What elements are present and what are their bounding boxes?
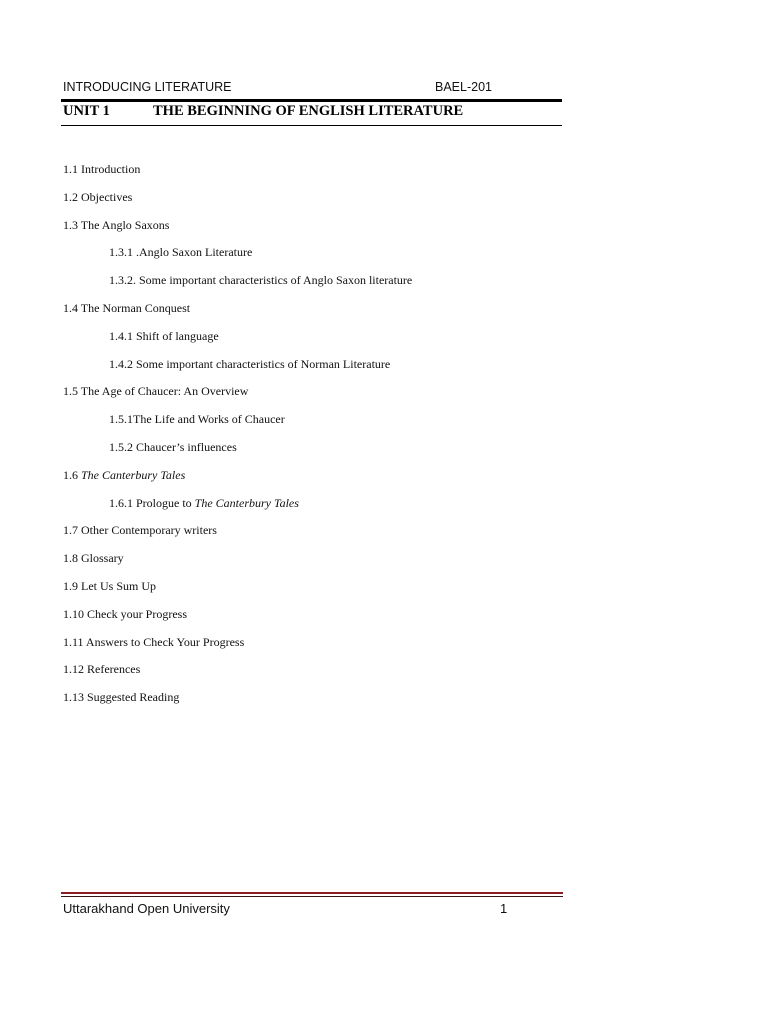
toc-item — [63, 551, 124, 565]
footer-rule-red — [61, 892, 563, 894]
toc-item-number: 1.6.1 — [109, 496, 133, 510]
toc-item-number: 1.7 — [63, 523, 78, 537]
toc-item-text: The Anglo Saxons — [80, 218, 170, 232]
toc-item-text: Objectives — [81, 190, 133, 204]
toc-item — [63, 468, 185, 482]
toc-item-number: 1.5 — [63, 384, 78, 398]
toc-item — [63, 690, 179, 704]
toc-item-number: 1.5.2 — [109, 440, 133, 454]
toc-item-text: Some important characteristics of Anglo Saxon literature — [139, 273, 413, 287]
toc-item — [109, 357, 390, 371]
footer-institution: Uttarakhand Open University — [63, 901, 230, 916]
unit-number: UNIT 1 — [63, 103, 110, 119]
toc-item-text: Glossary — [81, 551, 124, 565]
toc-item-text: Chaucer’s influences — [136, 440, 237, 454]
toc-item-number: 1.5.1 — [109, 412, 133, 426]
toc-item-text: Prologue to — [136, 496, 192, 510]
toc-item — [109, 496, 299, 510]
toc-item-number: 1.3.2. — [109, 273, 136, 287]
page-number: 1 — [500, 901, 508, 916]
toc-item — [63, 384, 248, 398]
toc-item — [63, 662, 140, 676]
toc-item-text: The Norman Conquest — [80, 301, 191, 315]
toc-item — [109, 329, 219, 343]
course-code: BAEL-201 — [435, 80, 492, 94]
toc-item-text: The Life and Works of Chaucer — [133, 412, 285, 426]
toc-item-number: 1.1 — [63, 162, 78, 176]
toc-item-number: 1.3.1 — [109, 245, 133, 259]
toc-item-text: Shift of language — [136, 329, 219, 343]
toc-item-number: 1.8 — [63, 551, 78, 565]
toc-item — [109, 245, 252, 259]
toc-item-text: Answers to Check Your Progress — [85, 635, 245, 649]
toc-item-text: Other Contemporary writers — [81, 523, 217, 537]
toc-item-number: 1.11 — [63, 635, 84, 649]
toc-item — [63, 579, 156, 593]
toc-item — [63, 607, 187, 621]
toc-item — [63, 523, 217, 537]
toc-item — [109, 440, 237, 454]
toc-item-number: 1.9 — [63, 579, 78, 593]
toc-item — [63, 190, 132, 204]
toc-item-number: 1.6 — [63, 468, 78, 482]
toc-item-number: 1.12 — [63, 662, 84, 676]
toc-item-text: .Anglo Saxon Literature — [136, 245, 253, 259]
toc-item — [63, 162, 140, 176]
toc-item-text: The Age of Chaucer: An Overview — [80, 384, 249, 398]
toc-item — [63, 301, 190, 315]
toc-item-text: Introduction — [81, 162, 141, 176]
toc-item-number: 1.10 — [63, 607, 84, 621]
toc-item-text: The Canterbury Tales — [81, 468, 186, 482]
toc-item — [109, 412, 285, 426]
toc-item-number: 1.4 — [63, 301, 78, 315]
toc-item — [109, 273, 412, 287]
toc-item-number: 1.4.2 — [109, 357, 133, 371]
course-title: INTRODUCING LITERATURE — [63, 80, 232, 94]
toc-item-number: 1.13 — [63, 690, 84, 704]
toc-item — [63, 218, 169, 232]
toc-item — [63, 635, 244, 649]
footer-rule-dark — [61, 896, 563, 897]
toc-item-text: Let Us Sum Up — [81, 579, 156, 593]
toc-item-text: Suggested Reading — [87, 690, 180, 704]
toc-item-number: 1.4.1 — [109, 329, 133, 343]
toc-item-number: 1.2 — [63, 190, 78, 204]
toc-item-text: References — [87, 662, 141, 676]
toc-item-text: Some important characteristics of Norman Literature — [136, 357, 391, 371]
toc-item-number: 1.3 — [63, 218, 78, 232]
unit-title: THE BEGINNING OF ENGLISH LITERATURE — [153, 103, 464, 119]
toc-item-italic-title: The Canterbury Tales — [194, 496, 299, 510]
toc-item-text: Check your Progress — [87, 607, 187, 621]
